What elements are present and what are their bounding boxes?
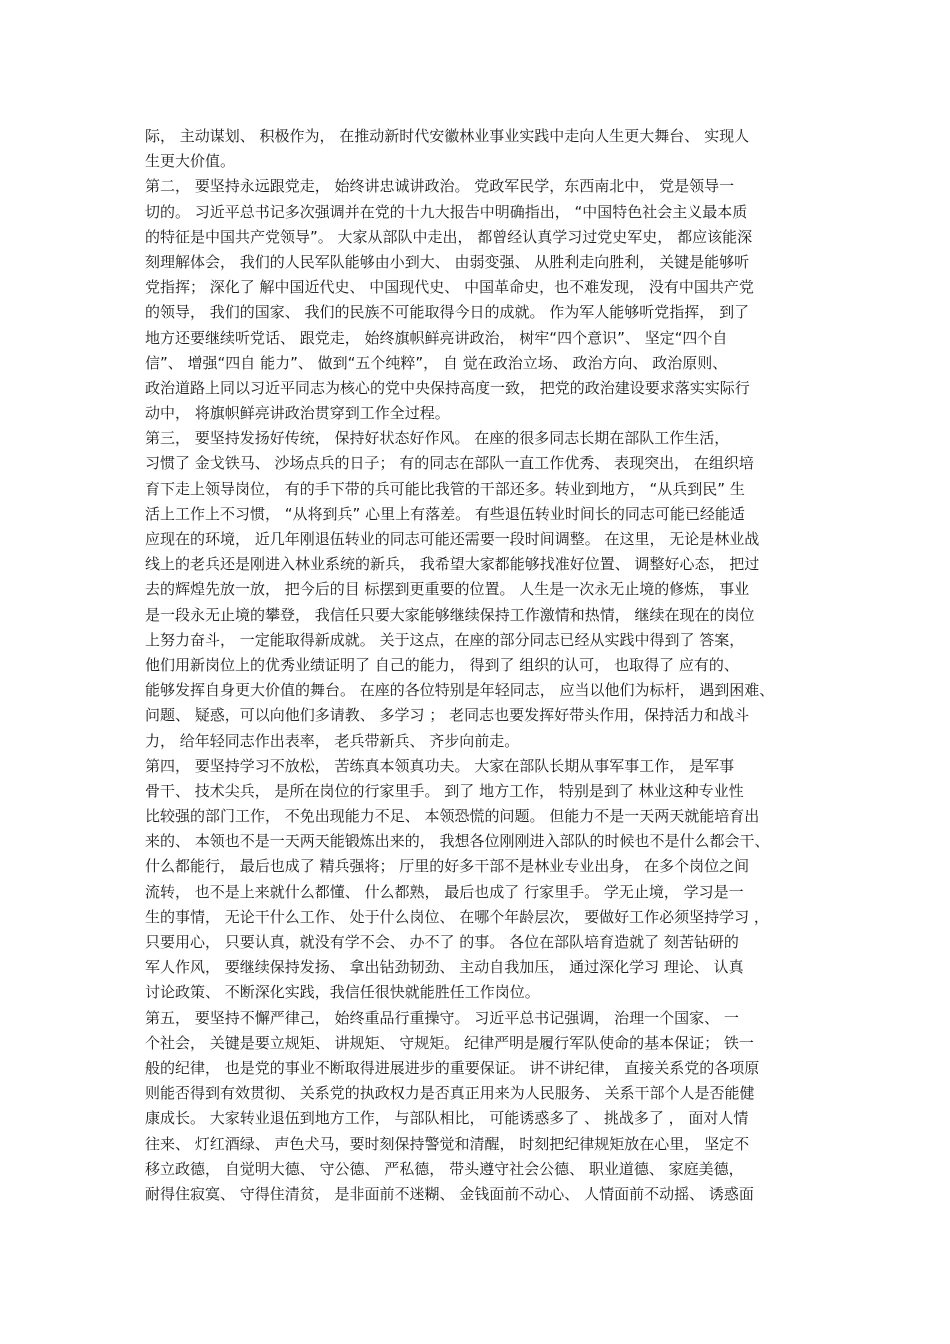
text-line: 往来、 灯红酒绿、 声色犬马，要时刻保持警觉和清醒， 时刻把纪律规矩放在心里， 坚定不 <box>145 1134 750 1153</box>
body-text <box>145 124 805 1207</box>
text-line: 去的辉煌先放一放， 把今后的目 标摆到更重要的位置。 人生是一次永无止境的修炼， 事业 <box>145 580 750 599</box>
text-line: 第三， 要坚持发扬好传统， 保持好状态好作风。 在座的很多同志长期在部队工作生活， <box>145 429 730 448</box>
text-line: 他们用新岗位上的优秀业绩证明了 自己的能力， 得到了 组织的认可， 也取得了 应有的、 <box>145 655 739 674</box>
text-line: 则能否得到有效贯彻、 关系党的执政权力是否真正用来为人民服务、 关系干部个人是否能健 <box>145 1084 755 1103</box>
text-line: 生更大价值。 <box>145 152 236 171</box>
text-line: 般的纪律， 也是党的事业不断取得进展进步的重要保证。 讲不讲纪律， 直接关系党的各项原 <box>145 1058 760 1077</box>
text-line: 是一段永无止境的攀登， 我信任只要大家能够继续保持工作激情和热情， 继续在现在的岗位 <box>145 605 755 624</box>
text-line: 线上的老兵还是刚进入林业系统的新兵， 我希望大家都能够找准好位置、 调整好心态， 把过 <box>145 555 760 574</box>
text-line: 切的。 习近平总书记多次强调并在党的十九大报告中明确指出， “中国特色社会主义最本质 <box>145 202 748 221</box>
text-line: 刻理解体会， 我们的人民军队能够由小到大、 由弱变强、 从胜利走向胜利， 关键是能够听 <box>145 252 750 271</box>
text-line: 的特征是中国共产党领导”。 大家从部队中走出， 都曾经认真学习过党史军史， 都应该能深 <box>145 227 753 246</box>
text-line: 军人作风， 要继续保持发扬、 拿出钻劲韧劲、 主动自我加压， 通过深化学习 理论、 认真 <box>145 958 744 977</box>
text-line: 第五， 要坚持不懈严律己， 始终重品行重操守。 习近平总书记强调， 治理一个国家、 一 <box>145 1008 739 1027</box>
text-line: 问题、 疑惑，可以向他们多请教、 多学习 ； 老同志也要发挥好带头作用，保持活力和战斗 <box>145 706 750 725</box>
text-line: 上努力奋斗， 一定能取得新成就。 关于这点，在座的部分同志已经从实践中得到了 答案， <box>145 630 745 649</box>
text-line: 应现在的环境， 近几年刚退伍转业的同志可能还需要一段时间调整。 在这里， 无论是林业战 <box>145 530 760 548</box>
text-line: 活上工作上不习惯， “从将到兵” 心里上有落差。 有些退伍转业时间长的同志可能已经能适 <box>145 504 745 523</box>
text-line: 流转， 也不是上来就什么都懂、 什么都熟， 最后也成了 行家里手。 学无止境， 学习是一 <box>145 882 744 901</box>
text-line: 比较强的部门工作， 不免出现能力不足、 本领恐慌的问题。 但能力不是一天两天就能培育出 <box>145 807 760 826</box>
text-line: 政治道路上同以习近平同志为核心的党中央保持高度一致， 把党的政治建设要求落实实际行 <box>145 378 750 397</box>
text-line: 什么都能行， 最后也成了 精兵强将； 厅里的好多干部不是林业专业出身， 在多个岗位之间 <box>145 857 750 876</box>
text-line: 移立政德， 自觉明大德、 守公德、 严私德， 带头遵守社会公德、 职业道德、 家庭美德， <box>145 1159 744 1178</box>
text-line: 信”、 增强“四自 能力”、 做到“五个纯粹”， 自 觉在政治立场、 政治方向、 政治原则、 <box>145 353 728 372</box>
text-line: 能够发挥自身更大价值的舞台。 在座的各位特别是年轻同志， 应当以他们为标杆， 遇到困难、 <box>145 681 775 700</box>
text-line: 际， 主动谋划、 积极作为， 在推动新时代安徽林业事业实践中走向人生更大舞台、 实现人 <box>145 127 750 145</box>
text-line: 第二， 要坚持永远跟党走， 始终讲忠诚讲政治。 党政军民学，东西南北中， 党是领导一 <box>145 177 735 196</box>
text-line: 地方还要继续听党话、 跟党走， 始终旗帜鲜亮讲政治， 树牢“四个意识”、 坚定“四个自 <box>145 328 728 347</box>
text-line: 的领导， 我们的国家、 我们的民族不可能取得今日的成就。 作为军人能够听党指挥， 到了 <box>145 303 750 322</box>
text-line: 只要用心， 只要认真，就没有学不会、 办不了 的事。 各位在部队培育造就了 刻苦钻研的 <box>145 933 739 951</box>
text-line: 个社会， 关键是要立规矩、 讲规矩、 守规矩。 纪律严明是履行军队使命的基本保证； 铁一 <box>145 1033 754 1052</box>
text-line: 习惯了 金戈铁马、 沙场点兵的日子； 有的同志在部队一直工作优秀、 表现突出， 在组织培 <box>145 454 754 473</box>
text-line: 耐得住寂寞、 守得住清贫， 是非面前不迷糊、 金钱面前不动心、 人情面前不动摇、 诱惑面 <box>145 1184 754 1203</box>
text-line: 讨论政策、 不断深化实践，我信任很快就能胜任工作岗位。 <box>145 983 540 1002</box>
text-line: 骨干、 技术尖兵， 是所在岗位的行家里手。 到了 地方工作， 特别是到了 林业这种专业性 <box>145 781 744 800</box>
text-line: 生的事情， 无论干什么工作、 处于什么岗位、 在哪个年龄层次， 要做好工作必须坚持学习 ， <box>145 907 769 926</box>
text-line: 康成长。 大家转业退伍到地方工作， 与部队相比， 可能诱惑多了 、 挑战多了 ， 面对人情 <box>145 1109 749 1128</box>
text-line: 力， 给年轻同志作出表率， 老兵带新兵、 齐步向前走。 <box>145 731 520 750</box>
text-line: 党指挥； 深化了 解中国近代史、 中国现代史、 中国革命史，也不难发现， 没有中国共产党 <box>145 278 754 297</box>
text-line: 动中， 将旗帜鲜亮讲政治贯穿到工作全过程。 <box>145 404 450 423</box>
text-line: 来的、 本领也不是一天两天能锻炼出来的， 我想各位刚刚进入部队的时候也不是什么都会干、 <box>145 832 770 851</box>
text-line: 育下走上领导岗位， 有的手下带的兵可能比我管的干部还多。转业到地方， “从兵到民” 生 <box>145 479 745 498</box>
text-line: 第四， 要坚持学习不放松， 苦练真本领真功夫。 大家在部队长期从事军事工作， 是军事 <box>145 756 735 775</box>
